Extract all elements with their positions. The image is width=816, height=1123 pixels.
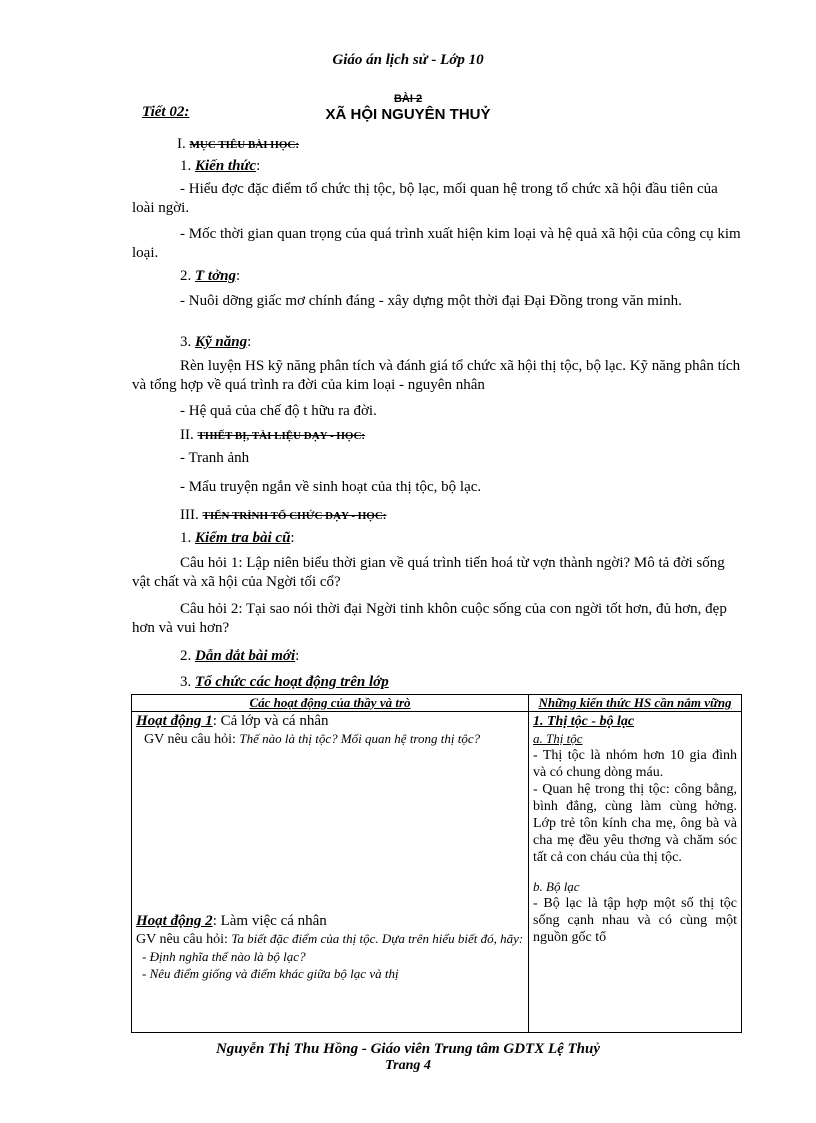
- table-header-row: [132, 695, 742, 712]
- paragraph-pictures: - Tranh ảnh: [180, 450, 250, 466]
- subsection-title: Kỹ năng: [195, 334, 248, 350]
- activity-2-bullet-2: - Nêu điểm giống và điểm khác giữa bộ lạc và thị: [142, 966, 399, 981]
- activity-1-question: [136, 730, 524, 748]
- activity-2-type: : Làm việc cá nhân: [212, 913, 327, 929]
- subsection-title: T tởng: [195, 268, 236, 284]
- subsection-number: 3.: [180, 334, 192, 350]
- activities-content: [136, 713, 524, 1031]
- section-title: MỤC TIÊU BÀI HỌC:: [189, 139, 300, 151]
- section-number: III.: [180, 507, 199, 523]
- paragraph-ideology: - Nuôi dỡng giấc mơ chính đáng - xây dựng một thời đại Đại Đồng trong văn minh.: [180, 293, 682, 309]
- section-number: II.: [180, 427, 194, 443]
- subsection-skills: [180, 334, 251, 351]
- subsection-ideology: [180, 268, 240, 285]
- page-header: Giáo án lịch sử - Lớp 10: [332, 52, 484, 68]
- question-2: Câu hỏi 2: Tại sao nói thời đại Ngời tinh khôn cuộc sống của con ngời tốt hơn, đủ hơn, đẹp hơn và vui hơn?: [132, 601, 727, 636]
- subsection-colon: :: [295, 648, 300, 664]
- subsection-title: Kiểm tra bài cũ: [195, 530, 291, 546]
- knowledge-subheading-b: b. Bộ lạc: [533, 879, 580, 894]
- question-text: Thế nào là thị tộc? Mối quan hệ trong thị tộc?: [239, 731, 481, 746]
- activity-2-label: Hoạt động 2: [136, 913, 213, 929]
- subsection-title: Dẫn dắt bài mới: [195, 648, 296, 664]
- lesson-number: BÀI 2: [393, 93, 423, 105]
- paragraph-knowledge-1: - Hiểu đợc đặc điểm tổ chức thị tộc, bộ lạc, mối quan hệ trong tổ chức xã hội đầu tiên của loài ngời.: [132, 181, 718, 216]
- knowledge-paragraph-2: - Quan hệ trong thị tộc: công bằng, bình đẳng, cùng làm cùng hởng. Lớp trẻ tôn kính cha mẹ, ông bà và cha mẹ đều yêu thơng và chăm sóc tất cả con cháu của thị tộc.: [533, 782, 737, 865]
- activity-1-label: Hoạt động 1: [136, 713, 213, 729]
- column-header-activities: Các hoạt động của thầy và trò: [132, 695, 529, 712]
- subsection-number: 1.: [180, 530, 192, 546]
- subsection-number: 2.: [180, 648, 192, 664]
- subsection-number: 3.: [180, 674, 192, 690]
- subsection-intro: [180, 648, 299, 665]
- paragraph-skills: Rèn luyện HS kỹ năng phân tích và đánh giá tổ chức xã hội thị tộc, bộ lạc. Kỹ năng phân tích và tổng hợp về quá trình ra đời của kim loại - nguyên nhân: [132, 358, 741, 393]
- question-prefix: GV nêu câu hỏi:: [144, 732, 240, 747]
- lesson-period: Tiết 02:: [142, 104, 190, 120]
- subsection-colon: :: [235, 268, 241, 284]
- knowledge-content: [533, 713, 737, 1031]
- subsection-title: Tổ chức các hoạt động trên lớp: [195, 674, 389, 690]
- section-title: THIẾT BỊ, TÀI LIỆU DẠY - HỌC:: [197, 430, 366, 442]
- subsection-title: Kiến thức: [195, 158, 257, 174]
- section-equipment: [180, 427, 365, 444]
- activities-cell: [132, 712, 529, 1033]
- subsection-colon: :: [247, 334, 252, 350]
- subsection-knowledge: [180, 158, 260, 175]
- table-row: [132, 712, 742, 1033]
- page-number: Trang 4: [385, 1058, 431, 1073]
- question-prefix: GV nêu câu hỏi:: [136, 932, 232, 947]
- activity-1-heading: [136, 713, 524, 730]
- paragraph-knowledge-2: - Mốc thời gian quan trọng của quá trình xuất hiện kim loại và hệ quả xã hội của công cụ kim loại.: [132, 226, 741, 261]
- knowledge-paragraph-3: - Bộ lạc là tập hợp một số thị tộc sống cạnh nhau và có cùng một nguồn gốc tổ: [533, 896, 737, 945]
- question-1: Câu hỏi 1: Lập niên biểu thời gian về quá trình tiến hoá từ vợn thành ngời? Mô tả đời sống vật chất và xã hội của Ngời tối cổ?: [132, 555, 725, 590]
- paragraph-stories: - Mẩu truyện ngắn về sinh hoạt của thị tộc, bộ lạc.: [180, 479, 482, 495]
- activities-table: [131, 694, 742, 1033]
- lesson-title: XÃ HỘI NGUYÊN THUỶ: [325, 106, 491, 123]
- section-number: I.: [177, 136, 186, 152]
- page-footer-author: Nguyễn Thị Thu Hồng - Giáo viên Trung tâm GDTX Lệ Thuỷ: [215, 1041, 601, 1057]
- activity-2-question: [136, 930, 524, 948]
- subsection-colon: :: [256, 158, 261, 174]
- subsection-activities: [180, 674, 389, 691]
- activity-2: [136, 913, 524, 982]
- section-objectives: [177, 136, 299, 153]
- subsection-review: [180, 530, 295, 547]
- section-title: TIẾN TRÌNH TỔ CHỨC DẠY - HỌC:: [202, 510, 387, 522]
- subsection-number: 2.: [180, 268, 192, 284]
- section-process: [180, 507, 386, 524]
- knowledge-paragraph-1: - Thị tộc là nhóm hơn 10 gia đình và có chung dòng máu.: [533, 748, 737, 780]
- activity-2-heading: [136, 913, 524, 930]
- activity-1-type: : Cả lớp và cá nhân: [212, 713, 329, 729]
- subsection-colon: :: [290, 530, 295, 546]
- paragraph-consequence: - Hệ quả của chế độ t hữu ra đời.: [180, 403, 377, 419]
- knowledge-subheading-a: a. Thị tộc: [533, 731, 583, 746]
- activity-2-bullet-1: - Định nghĩa thế nào là bộ lạc?: [142, 949, 306, 964]
- subsection-number: 1.: [180, 158, 192, 174]
- knowledge-heading: [533, 713, 737, 730]
- knowledge-cell: [529, 712, 742, 1033]
- column-header-knowledge: Những kiến thức HS cần nắm vững: [529, 695, 742, 712]
- knowledge-title: 1. Thị tộc - bộ lạc: [533, 714, 635, 729]
- question-text: Ta biết đặc điểm của thị tộc. Dựa trên hiểu biết đó, hãy:: [231, 931, 524, 946]
